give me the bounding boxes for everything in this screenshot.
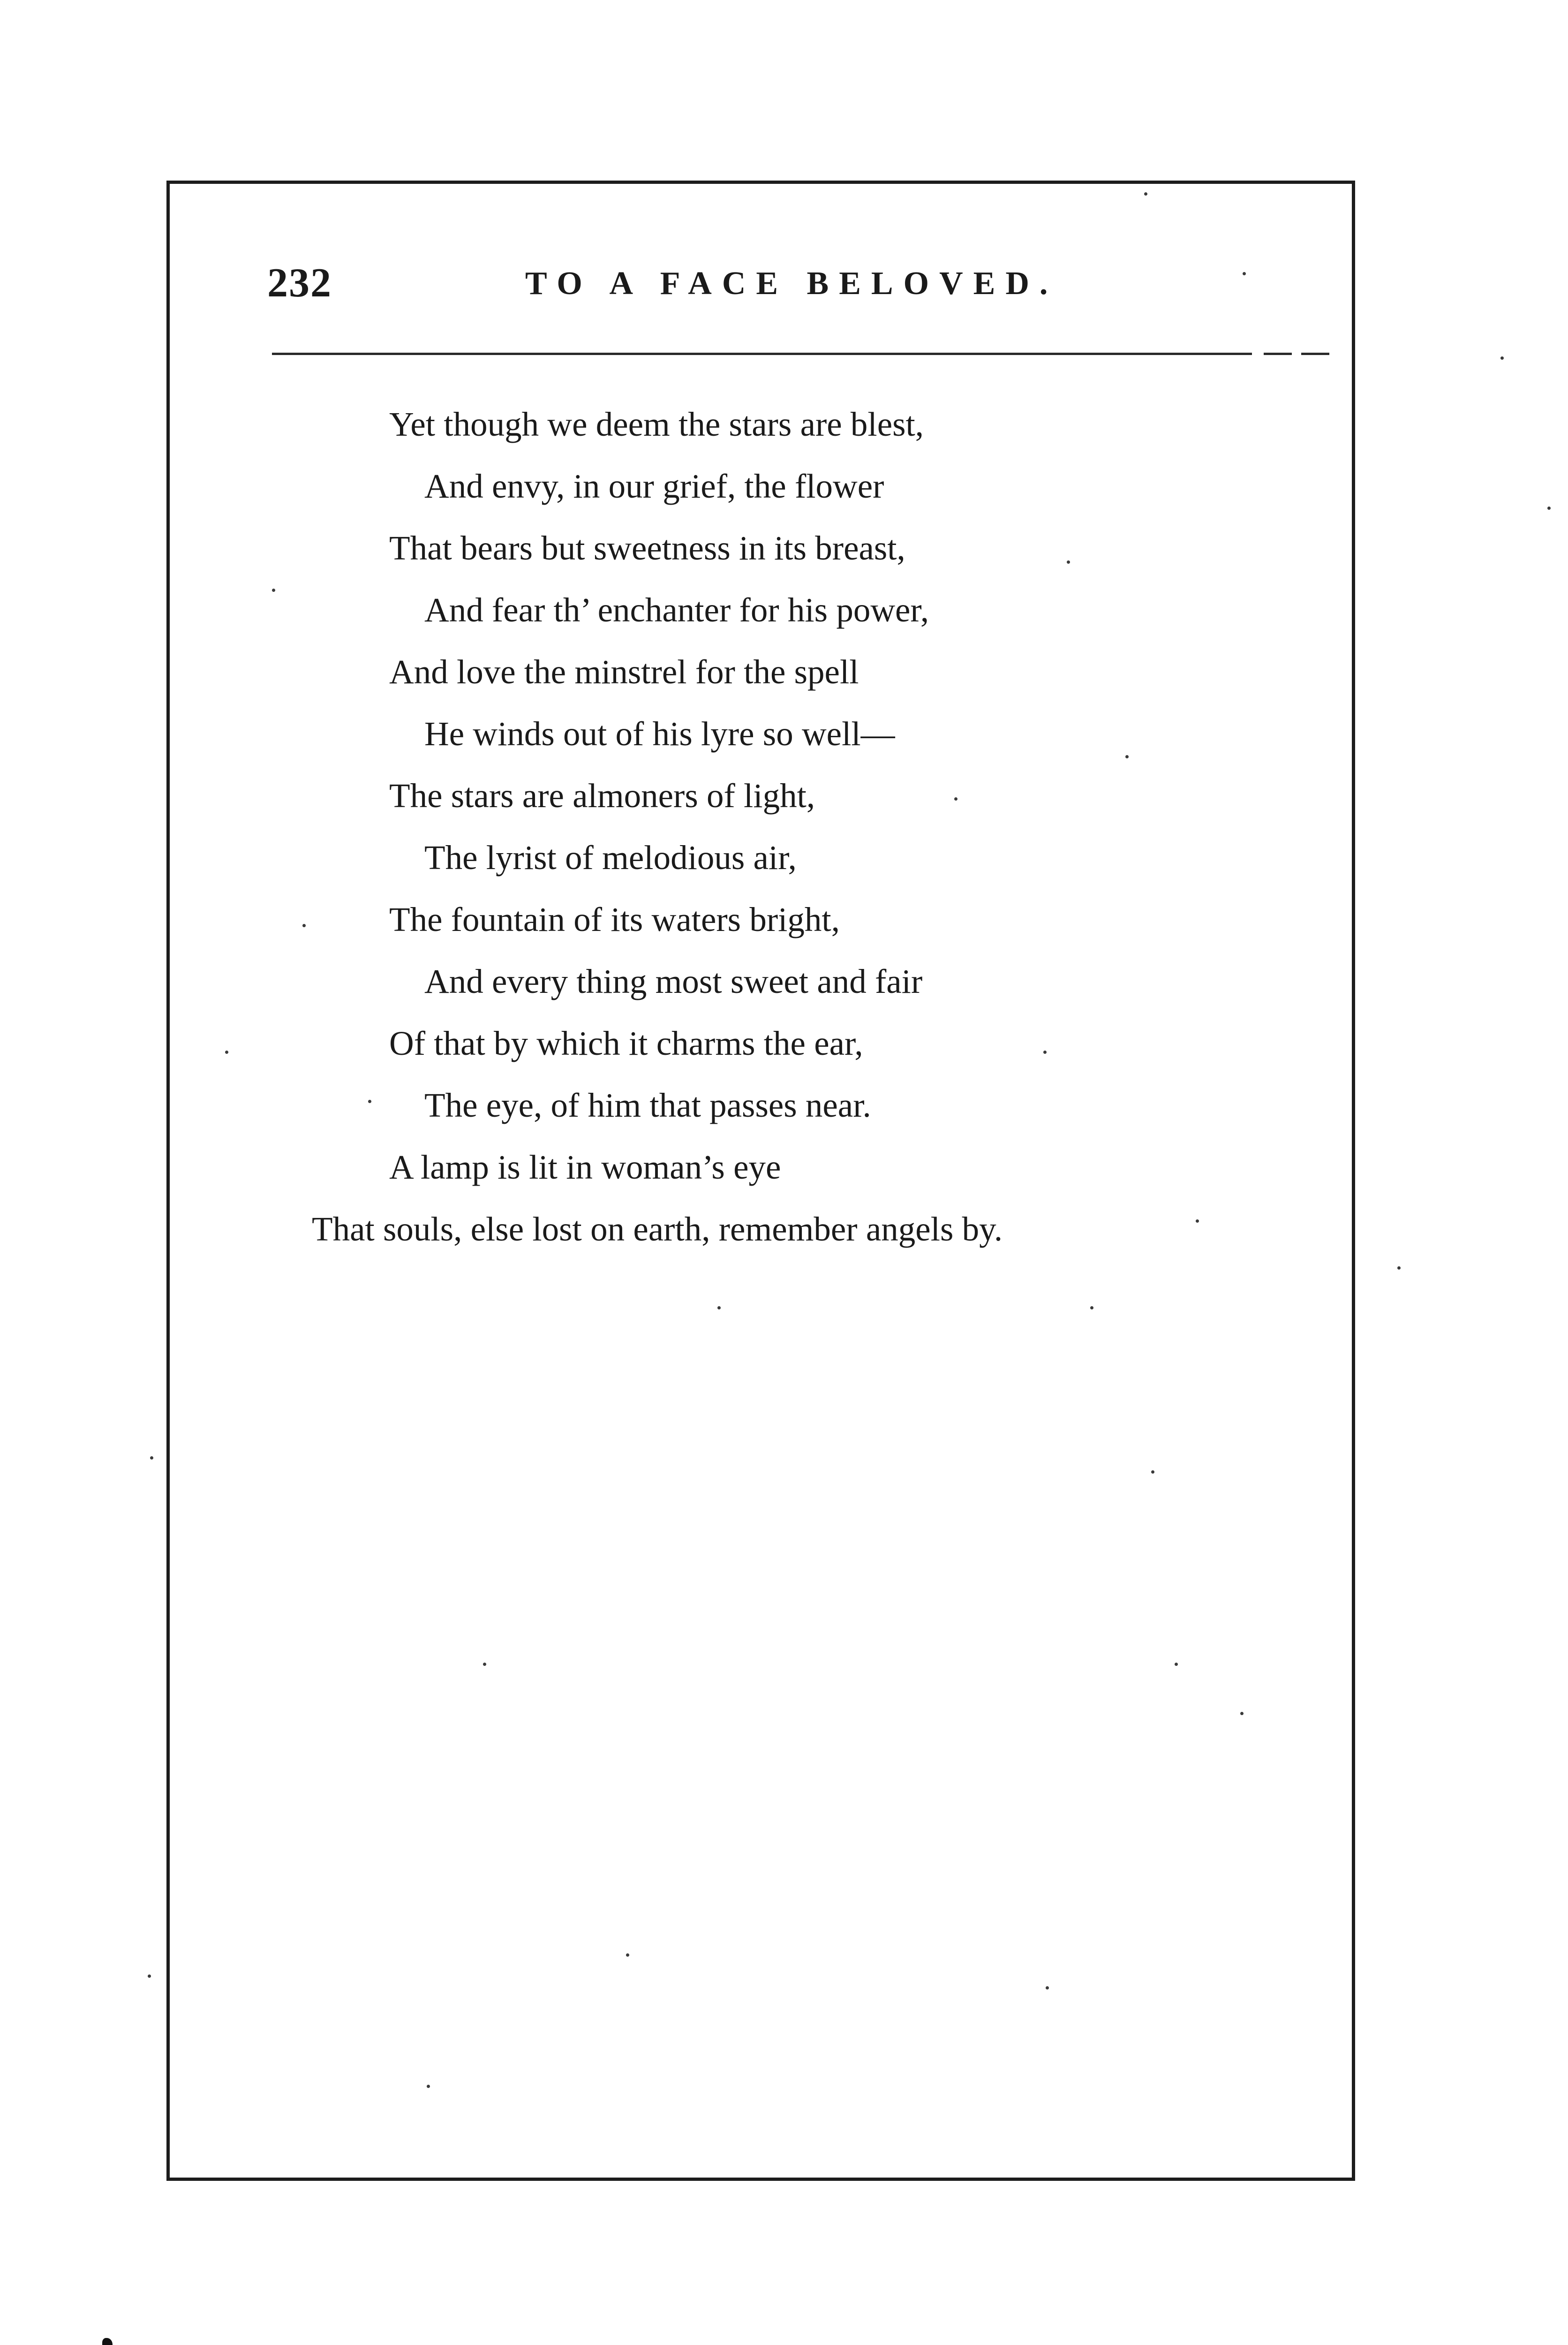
paper-speck (1397, 1266, 1401, 1270)
poem-line: That bears but sweetness in its breast, (389, 529, 905, 567)
header-rule-dash (1301, 353, 1329, 355)
paper-speck (1547, 507, 1551, 510)
header-rule-dash (1264, 353, 1292, 355)
paper-speck (1043, 1051, 1047, 1054)
poem-line: And love the minstrel for the spell (389, 653, 859, 691)
paper-speck (1196, 1219, 1199, 1223)
poem-line: The fountain of its waters bright, (389, 900, 840, 938)
paper-speck (1500, 356, 1504, 360)
paper-speck (427, 2085, 430, 2088)
paper-speck (272, 589, 275, 592)
page-number: 232 (267, 260, 332, 306)
paper-speck (1144, 192, 1147, 196)
paper-speck (148, 1974, 151, 1978)
poem-line: And envy, in our grief, the flower (424, 467, 884, 505)
paper-speck (225, 1051, 228, 1054)
ink-blot (102, 2338, 113, 2345)
poem-line: That souls, else lost on earth, remember angels by. (312, 1210, 1003, 1248)
paper-speck (954, 797, 957, 801)
poem-line: And fear th’ enchanter for his power, (424, 591, 929, 629)
poem-line: The stars are almoners of light, (389, 777, 815, 815)
poem-line: A lamp is lit in woman’s eye (389, 1148, 781, 1186)
poem-line: Of that by which it charms the ear, (389, 1024, 863, 1062)
paper-speck (368, 1100, 371, 1103)
poem-line: He winds out of his lyre so well— (424, 715, 895, 753)
paper-speck (1067, 560, 1070, 564)
poem-line: The eye, of him that passes near. (424, 1086, 871, 1124)
paper-speck (150, 1456, 153, 1460)
running-title: TO A FACE BELOVED. (525, 265, 1058, 302)
paper-speck (1125, 755, 1129, 758)
paper-speck (1240, 1712, 1244, 1715)
paper-speck (1175, 1663, 1178, 1666)
paper-speck (1243, 272, 1246, 275)
paper-speck (302, 924, 306, 927)
paper-speck (1046, 1986, 1049, 1989)
poem-line: And every thing most sweet and fair (424, 962, 923, 1000)
paper-speck (717, 1306, 721, 1309)
paper-speck (626, 1953, 629, 1957)
paper-speck (1090, 1306, 1093, 1309)
poem-line: The lyrist of melodious air, (424, 839, 797, 877)
header-rule (272, 353, 1252, 355)
paper-speck (1151, 1470, 1154, 1474)
paper-speck (483, 1663, 486, 1666)
poem-line: Yet though we deem the stars are blest, (389, 405, 924, 443)
